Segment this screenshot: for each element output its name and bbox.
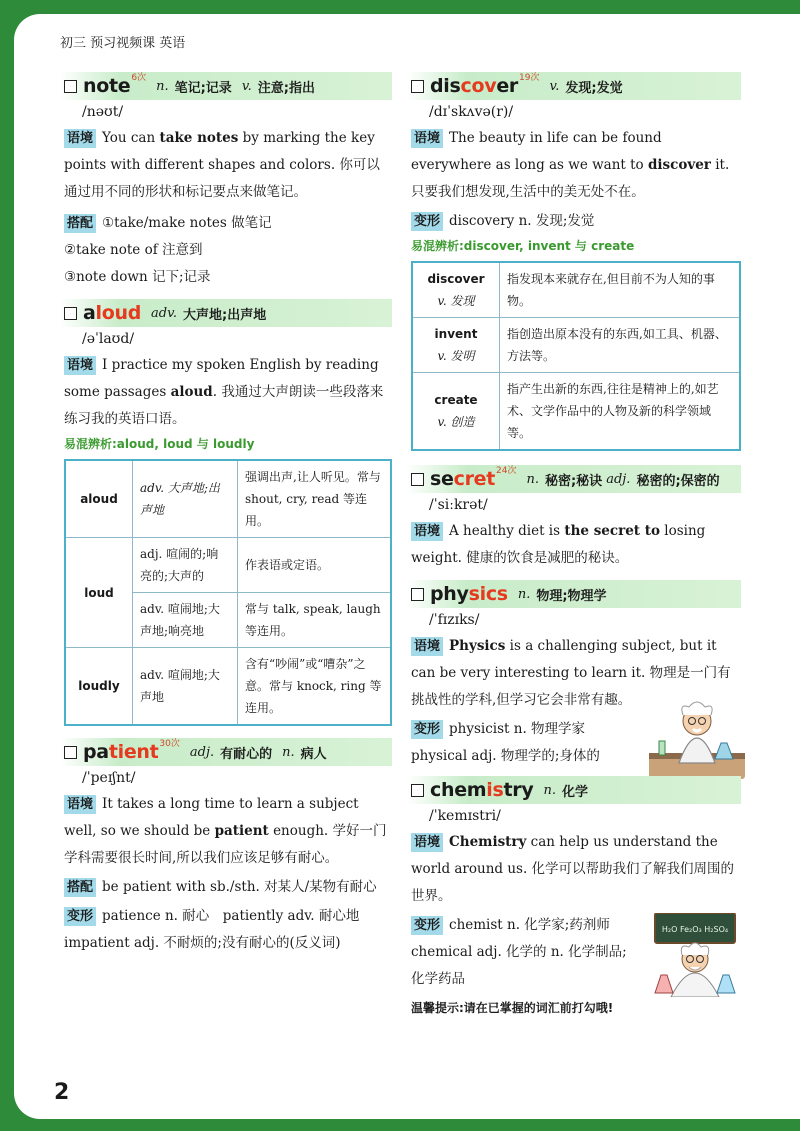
context-tag: 语境: [411, 129, 443, 148]
physics-variant-2: physical adj. 物理学的;身体的: [411, 748, 600, 764]
context-tag: 语境: [64, 795, 96, 814]
table-usage: 强调出声,让人听见。常与 shout, cry, read 等连用。: [238, 460, 392, 538]
physics-meaning: 物理;物理学: [536, 588, 607, 604]
right-column: [411, 72, 741, 1016]
table-word: create v. 创造: [412, 373, 500, 451]
aloud-meaning: 大声地;出声地: [183, 307, 267, 323]
variant-tag: 变形: [411, 916, 443, 935]
table-row: [412, 318, 740, 373]
patient-meaning1: 有耐心的: [220, 746, 273, 762]
variant-tag: 变形: [411, 212, 443, 231]
context-tag: 语境: [411, 637, 443, 656]
chalkboard-formula: H₂O Fe₂O₃ H₂SO₄: [661, 925, 729, 934]
discover-count: 19次: [519, 72, 540, 83]
patient-headword: patient: [83, 741, 159, 763]
aloud-confusion-title: 易混辨析:aloud, loud 与 loudly: [64, 437, 255, 451]
table-usage: 指发现本来就存在,但目前不为人知的事物。: [500, 262, 741, 318]
physics-context: 语境 Physics is a challenging subject, but it can be very interesting to learn it. 物理是一门有挑战性的学科,但学习它会非常有趣。: [411, 638, 731, 708]
table-definition: adv. 喧闹地;大声地;响亮地: [133, 593, 238, 648]
discover-pos: v.: [549, 78, 560, 94]
variant-tag: 变形: [411, 720, 443, 739]
entry-note-bar: [60, 72, 392, 100]
patient-count: 30次: [159, 738, 180, 749]
entry-patient-bar: [60, 738, 392, 766]
secret-headword: secret: [430, 468, 496, 490]
chemistry-checkbox[interactable]: [411, 784, 424, 797]
chemistry-variant: 变形 chemist n. 化学家;药剂师: [411, 912, 741, 939]
entry-chemistry-bar: [407, 776, 741, 804]
discover-checkbox[interactable]: [411, 80, 424, 93]
entry-discover-bar: [407, 72, 741, 100]
note-checkbox[interactable]: [64, 80, 77, 93]
table-word: aloud: [65, 460, 133, 538]
note-collocation-2: ②take note of 注意到: [64, 242, 203, 258]
collocation-tag: 搭配: [64, 214, 96, 233]
table-row: [65, 460, 391, 538]
chemistry-context: 语境 Chemistry can help us understand the world around us. 化学可以帮助我们了解我们周围的世界。: [411, 834, 735, 904]
discover-context: 语境 The beauty in life can be found everywhere as long as we want to discover it. 只要我们想发现,生活中的美无处不在。: [411, 130, 730, 200]
physics-variant: 变形 physicist n. 物理学家: [411, 716, 741, 743]
collocation-tag: 搭配: [64, 878, 96, 897]
secret-context: 语境 A healthy diet is the secret to losing weight. 健康的饮食是减肥的秘诀。: [411, 523, 706, 566]
page-number: 2: [54, 1080, 70, 1105]
patient-collocation: 搭配 be patient with sb./sth. 对某人/某物有耐心: [64, 874, 392, 901]
discover-meaning: 发现;发觉: [565, 80, 623, 96]
aloud-phonetic: /əˈlaʊd/: [82, 331, 135, 347]
note-pos2: v.: [241, 78, 252, 94]
patient-phonetic: /ˈpeɪʃnt/: [82, 770, 136, 786]
table-definition: adj. 喧闹的;响亮的;大声的: [133, 538, 238, 593]
discover-variant: 变形 discovery n. 发现;发觉: [411, 208, 741, 235]
secret-meaning1: 秘密;秘诀: [544, 473, 603, 489]
note-collocation: 搭配 ①take/make notes 做笔记: [64, 210, 392, 237]
note-collocation-3: ③note down 记下;记录: [64, 269, 211, 285]
variant-tag: 变形: [64, 907, 96, 926]
chemistry-meaning: 化学: [561, 784, 588, 800]
physics-checkbox[interactable]: [411, 588, 424, 601]
context-tag: 语境: [64, 356, 96, 375]
table-row: [412, 373, 740, 451]
secret-phonetic: /ˈsiːkrət/: [429, 497, 488, 513]
secret-meaning2: 秘密的;保密的: [636, 473, 720, 489]
aloud-headword: aloud: [83, 302, 142, 324]
chemistry-body: [411, 829, 741, 993]
context-tag: 语境: [411, 833, 443, 852]
note-phonetic: /nəʊt/: [82, 104, 124, 120]
patient-pos2: n.: [282, 744, 295, 760]
aloud-checkbox[interactable]: [64, 307, 77, 320]
table-usage: 常与 talk, speak, laugh 等连用。: [238, 593, 392, 648]
note-headword: note: [83, 75, 131, 97]
secret-pos2: adj.: [606, 471, 631, 487]
table-usage: 含有“吵闹”或“嘈杂”之意。常与 knock, ring 等连用。: [238, 648, 392, 726]
table-word: loudly: [65, 648, 133, 726]
note-meaning2: 注意;指出: [257, 80, 315, 96]
table-definition: adv. 大声地;出声地: [133, 460, 238, 538]
workbook-page: [14, 14, 800, 1119]
aloud-context: 语境 I practice my spoken English by reading some passages aloud. 我通过大声朗读一些段落来练习我的英语口语。: [64, 357, 384, 427]
discover-confusion-title: 易混辨析:discover, invent 与 create: [411, 239, 635, 253]
secret-checkbox[interactable]: [411, 473, 424, 486]
chemistry-headword: chemistry: [430, 779, 534, 801]
table-word: invent v. 发明: [412, 318, 500, 373]
tip-text: 温馨提示:请在已掌握的词汇前打勾哦!: [411, 1001, 614, 1015]
entry-secret-bar: [407, 465, 741, 493]
aloud-pos: adv.: [151, 305, 178, 321]
entry-aloud-bar: [60, 299, 392, 327]
context-tag: 语境: [411, 522, 443, 541]
patient-meaning2: 病人: [300, 746, 327, 762]
secret-count: 24次: [496, 465, 517, 476]
table-word: loud: [65, 538, 133, 648]
table-row: [65, 648, 391, 726]
aloud-comparison-table: [64, 459, 392, 726]
table-row: [412, 262, 740, 318]
entry-physics-bar: [407, 580, 741, 608]
chemistry-phonetic: /ˈkemɪstri/: [429, 808, 501, 824]
table-usage: 作表语或定语。: [238, 538, 392, 593]
physics-phonetic: /ˈfɪzɪks/: [429, 612, 480, 628]
secret-pos1: n.: [526, 471, 539, 487]
patient-variants: 变形 patience n. 耐心 patiently adv. 耐心地: [64, 903, 392, 930]
table-usage: 指产生出新的东西,往往是精神上的,如艺术、文学作品中的人物及新的科学领域等。: [500, 373, 741, 451]
table-word: discover v. 发现: [412, 262, 500, 318]
scientist-illustration: [649, 693, 745, 779]
table-row: [65, 538, 391, 593]
discover-phonetic: /dɪˈskʌvə(r)/: [429, 104, 514, 120]
chemistry-pos: n.: [543, 782, 556, 798]
physics-pos: n.: [517, 586, 531, 602]
patient-variant-2: impatient adj. 不耐烦的;没有耐心的(反义词): [64, 935, 341, 951]
note-pos1: n.: [156, 78, 169, 94]
chemistry-variant-2: chemical adj. 化学的 n. 化学制品;化学药品: [411, 944, 627, 987]
patient-checkbox[interactable]: [64, 746, 77, 759]
table-definition: adv. 喧闹地;大声地: [133, 648, 238, 726]
physics-headword: physics: [430, 583, 508, 605]
physics-body: [411, 633, 741, 770]
note-count: 6次: [131, 72, 147, 83]
discover-comparison-table: [411, 261, 741, 451]
page-header: 初三 预习视频课 英语: [60, 36, 186, 51]
discover-headword: discover: [430, 75, 519, 97]
note-context: 语境 You can take notes by marking the key points with different shapes and colors. 你可以通过用不同的形状和标记要点来做笔记。: [64, 130, 380, 200]
left-column: [64, 72, 392, 957]
patient-pos1: adj.: [189, 744, 215, 760]
patient-context: 语境 It takes a long time to learn a subject well, so we should be patient enough. 学好一门学科需要很长时间,所以我们应该足够有耐心。: [64, 796, 387, 866]
note-meaning1: 笔记;记录: [174, 80, 232, 96]
table-usage: 指创造出原本没有的东西,如工具、机器、方法等。: [500, 318, 741, 373]
chemist-illustration: [649, 913, 741, 997]
context-tag: 语境: [64, 129, 96, 148]
